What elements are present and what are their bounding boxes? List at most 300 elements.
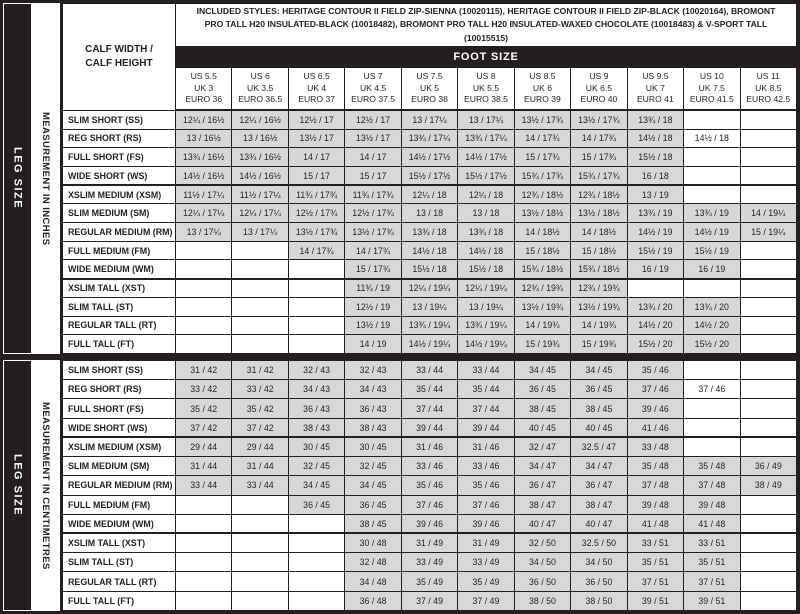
size-cell: 39 / 48 bbox=[627, 495, 683, 514]
size-cell: 39 / 44 bbox=[401, 418, 457, 437]
size-cell: 32 / 50 bbox=[514, 533, 570, 552]
size-cell: 14 / 19¼ bbox=[740, 204, 796, 223]
size-cell: 13 / 16½ bbox=[176, 129, 232, 148]
size-cell bbox=[684, 185, 740, 204]
size-cell: 34 / 43 bbox=[345, 380, 401, 399]
size-cell bbox=[740, 241, 796, 260]
size-cell: 33 / 44 bbox=[458, 361, 514, 380]
size-table-row bbox=[63, 223, 797, 242]
size-cell: 13¾ / 17¼ bbox=[458, 129, 514, 148]
size-cell bbox=[288, 553, 344, 572]
size-cell: 14½ / 16½ bbox=[176, 167, 232, 186]
size-cell: 32 / 45 bbox=[345, 457, 401, 476]
size-cell: 13½ / 18½ bbox=[571, 204, 627, 223]
size-cell: 35 / 46 bbox=[401, 476, 457, 495]
size-cell: 15 / 19¾ bbox=[514, 335, 570, 354]
size-cell: 35 / 44 bbox=[401, 380, 457, 399]
size-cell: 12¼ / 17¼ bbox=[232, 204, 288, 223]
foot-size-column-header: US 7.5 UK 5 EURO 38 bbox=[401, 67, 457, 110]
row-label: SLIM MEDIUM (SM) bbox=[63, 204, 176, 223]
size-cell: 40 / 47 bbox=[514, 514, 570, 533]
size-cell: 37 / 46 bbox=[684, 380, 740, 399]
size-cell bbox=[740, 399, 796, 418]
size-cell: 12½ / 19 bbox=[345, 297, 401, 316]
size-cell bbox=[288, 316, 344, 335]
size-cell: 39 / 48 bbox=[684, 495, 740, 514]
size-cell: 32.5 / 50 bbox=[571, 533, 627, 552]
size-cell: 15 / 19¼ bbox=[740, 223, 796, 242]
size-cell: 15½ / 20 bbox=[627, 335, 683, 354]
size-cell: 39 / 46 bbox=[401, 514, 457, 533]
size-cell: 15 / 17¾ bbox=[514, 148, 570, 167]
size-cell: 32 / 43 bbox=[345, 361, 401, 380]
size-cell bbox=[684, 437, 740, 456]
row-label: WIDE SHORT (WS) bbox=[63, 418, 176, 437]
size-cell bbox=[232, 316, 288, 335]
size-cell: 14½ / 18 bbox=[401, 241, 457, 260]
size-cell: 13 / 17¼ bbox=[232, 223, 288, 242]
size-cell bbox=[232, 591, 288, 610]
row-label: REGULAR TALL (RT) bbox=[63, 316, 176, 335]
size-cell: 36 / 45 bbox=[571, 380, 627, 399]
size-cell: 13 / 16½ bbox=[232, 129, 288, 148]
size-cell: 40 / 45 bbox=[514, 418, 570, 437]
size-cell: 12¼ / 19¼ bbox=[458, 279, 514, 298]
size-cell: 37 / 51 bbox=[627, 572, 683, 591]
size-cell: 35 / 48 bbox=[627, 457, 683, 476]
size-cell bbox=[232, 297, 288, 316]
size-cell: 31 / 42 bbox=[232, 361, 288, 380]
leg-size-label: LEG SIZE bbox=[11, 454, 24, 517]
row-label: REG SHORT (RS) bbox=[63, 380, 176, 399]
size-cell bbox=[176, 297, 232, 316]
size-cell: 15 / 17¾ bbox=[571, 148, 627, 167]
size-cell: 33 / 44 bbox=[176, 476, 232, 495]
size-cell: 11½ / 17¼ bbox=[176, 185, 232, 204]
size-cell: 34 / 45 bbox=[571, 361, 627, 380]
size-cell bbox=[684, 399, 740, 418]
size-cell: 13½ / 19¾ bbox=[571, 297, 627, 316]
size-cell: 37 / 42 bbox=[232, 418, 288, 437]
size-cell: 33 / 42 bbox=[232, 380, 288, 399]
size-cell bbox=[288, 260, 344, 279]
size-cell: 15 / 18½ bbox=[514, 241, 570, 260]
size-cell bbox=[288, 533, 344, 552]
row-label: WIDE MEDIUM (WM) bbox=[63, 514, 176, 533]
size-cell: 14 / 17 bbox=[288, 148, 344, 167]
size-cell bbox=[740, 148, 796, 167]
size-cell: 12¾ / 19¾ bbox=[514, 279, 570, 298]
size-cell: 39 / 46 bbox=[627, 399, 683, 418]
size-cell: 35 / 46 bbox=[627, 361, 683, 380]
size-cell: 37 / 49 bbox=[458, 591, 514, 610]
size-cell: 32 / 47 bbox=[514, 437, 570, 456]
size-cell: 30 / 48 bbox=[345, 533, 401, 552]
size-cell: 14½ / 18 bbox=[627, 129, 683, 148]
size-cell: 12½ / 17 bbox=[345, 110, 401, 129]
row-label: REGULAR MEDIUM (RM) bbox=[63, 223, 176, 242]
size-cell: 15½ / 17½ bbox=[401, 167, 457, 186]
size-cell: 14 / 17¾ bbox=[571, 129, 627, 148]
size-cell: 14½ / 17½ bbox=[401, 148, 457, 167]
size-cell bbox=[740, 380, 796, 399]
size-cell: 14½ / 19 bbox=[627, 223, 683, 242]
size-cell: 31 / 49 bbox=[458, 533, 514, 552]
size-cell: 35 / 46 bbox=[458, 476, 514, 495]
size-cell: 12¾ / 19¾ bbox=[571, 279, 627, 298]
size-cell bbox=[740, 361, 796, 380]
size-table-row bbox=[63, 476, 797, 495]
size-cell: 14 / 17¾ bbox=[288, 241, 344, 260]
size-cell bbox=[176, 553, 232, 572]
size-cell: 33 / 44 bbox=[401, 361, 457, 380]
row-label: WIDE SHORT (WS) bbox=[63, 167, 176, 186]
size-cell: 13½ / 17¾ bbox=[345, 223, 401, 242]
size-table-row bbox=[63, 418, 797, 437]
size-cell: 11¾ / 19 bbox=[345, 279, 401, 298]
size-cell bbox=[684, 148, 740, 167]
size-cell: 35 / 51 bbox=[627, 553, 683, 572]
size-cell bbox=[288, 514, 344, 533]
leg-size-bar bbox=[4, 4, 31, 353]
size-cell: 14 / 19¾ bbox=[514, 316, 570, 335]
size-cell: 38 / 47 bbox=[571, 495, 627, 514]
inches-rows bbox=[63, 110, 797, 353]
size-cell: 34 / 43 bbox=[288, 380, 344, 399]
size-cell: 32 / 45 bbox=[288, 457, 344, 476]
centimetres-rows bbox=[63, 361, 797, 611]
size-cell: 13 / 19¼ bbox=[458, 297, 514, 316]
size-cell: 38 / 45 bbox=[345, 514, 401, 533]
size-cell: 15¾ / 18½ bbox=[514, 260, 570, 279]
size-cell: 13¾ / 19 bbox=[684, 204, 740, 223]
size-table-row bbox=[63, 380, 797, 399]
size-cell bbox=[740, 514, 796, 533]
size-cell bbox=[684, 418, 740, 437]
row-label: FULL MEDIUM (FM) bbox=[63, 495, 176, 514]
size-cell: 37 / 44 bbox=[401, 399, 457, 418]
size-cell: 37 / 44 bbox=[458, 399, 514, 418]
size-cell bbox=[176, 591, 232, 610]
row-label: FULL TALL (FT) bbox=[63, 591, 176, 610]
size-cell: 15¾ / 17¾ bbox=[514, 167, 570, 186]
size-cell: 33 / 48 bbox=[627, 437, 683, 456]
size-cell: 16 / 19 bbox=[684, 260, 740, 279]
size-cell: 38 / 50 bbox=[514, 591, 570, 610]
size-cell: 36 / 43 bbox=[345, 399, 401, 418]
size-cell: 36 / 45 bbox=[514, 380, 570, 399]
size-cell: 33 / 51 bbox=[684, 533, 740, 552]
size-cell bbox=[176, 335, 232, 354]
size-cell: 14 / 19¾ bbox=[571, 316, 627, 335]
size-cell: 15 / 18½ bbox=[571, 241, 627, 260]
size-cell: 34 / 50 bbox=[571, 553, 627, 572]
size-cell bbox=[176, 279, 232, 298]
row-label: FULL SHORT (FS) bbox=[63, 399, 176, 418]
size-cell bbox=[176, 260, 232, 279]
size-cell bbox=[684, 167, 740, 186]
size-cell: 14½ / 20 bbox=[684, 316, 740, 335]
size-cell: 15½ / 18 bbox=[627, 148, 683, 167]
size-cell: 32 / 43 bbox=[288, 361, 344, 380]
size-cell: 14 / 17¾ bbox=[345, 241, 401, 260]
size-cell: 33 / 49 bbox=[401, 553, 457, 572]
size-table-row bbox=[63, 572, 797, 591]
row-label: WIDE MEDIUM (WM) bbox=[63, 260, 176, 279]
size-cell: 13½ / 17 bbox=[288, 129, 344, 148]
size-cell: 39 / 44 bbox=[458, 418, 514, 437]
size-cell: 29 / 44 bbox=[232, 437, 288, 456]
size-cell: 34 / 45 bbox=[345, 476, 401, 495]
size-cell bbox=[740, 110, 796, 129]
size-cell bbox=[740, 335, 796, 354]
size-cell: 13 / 18 bbox=[458, 204, 514, 223]
inches-table-area bbox=[62, 3, 797, 354]
included-styles-header: INCLUDED STYLES: HERITAGE CONTOUR II FIELD ZIP-SIENNA (10020115), HERITAGE CONTOUR II FIELD ZIP-BLACK (10020164), BROMONT PRO TALL H20 INSULATED-BLACK (10018482), BROMONT PRO TALL H20 INSULATED-WAXED CHOCOLATE (10018483) & V-SPORT TALL (10015515) bbox=[176, 4, 797, 47]
size-cell: 14 / 18½ bbox=[514, 223, 570, 242]
size-cell: 38 / 43 bbox=[345, 418, 401, 437]
size-cell: 14 / 17 bbox=[345, 148, 401, 167]
size-cell: 35 / 51 bbox=[684, 553, 740, 572]
size-cell: 12¼ / 16½ bbox=[176, 110, 232, 129]
size-cell: 13½ / 19 bbox=[345, 316, 401, 335]
size-cell bbox=[684, 361, 740, 380]
size-cell: 34 / 45 bbox=[288, 476, 344, 495]
foot-size-column-header: US 9.5 UK 7 EURO 41 bbox=[627, 67, 683, 110]
size-table-row bbox=[63, 437, 797, 456]
size-table-row bbox=[63, 361, 797, 380]
measurement-in-centimetres-label: MEASUREMENT IN CENTIMETRES bbox=[40, 401, 51, 570]
size-cell: 34 / 45 bbox=[514, 361, 570, 380]
size-cell: 36 / 47 bbox=[514, 476, 570, 495]
size-cell bbox=[740, 591, 796, 610]
size-cell: 12¾ / 18½ bbox=[571, 185, 627, 204]
calf-width-height-header: CALF WIDTH / CALF HEIGHT bbox=[63, 4, 176, 111]
size-cell: 40 / 45 bbox=[571, 418, 627, 437]
size-table-row bbox=[63, 148, 797, 167]
size-cell: 34 / 50 bbox=[514, 553, 570, 572]
size-cell: 13½ / 17¾ bbox=[514, 110, 570, 129]
size-cell bbox=[288, 335, 344, 354]
size-cell: 14½ / 18 bbox=[684, 129, 740, 148]
size-cell bbox=[232, 241, 288, 260]
size-cell: 13½ / 17 bbox=[345, 129, 401, 148]
size-cell: 14 / 17¾ bbox=[514, 129, 570, 148]
row-label: FULL TALL (FT) bbox=[63, 335, 176, 354]
size-cell: 11¾ / 17¾ bbox=[288, 185, 344, 204]
row-label: XSLIM MEDIUM (XSM) bbox=[63, 185, 176, 204]
size-cell: 13¾ / 18 bbox=[458, 223, 514, 242]
foot-size-column-header: US 9 UK 6.5 EURO 40 bbox=[571, 67, 627, 110]
size-cell bbox=[232, 514, 288, 533]
size-cell: 36 / 45 bbox=[345, 495, 401, 514]
foot-size-column-header: US 10 UK 7.5 EURO 41.5 bbox=[684, 67, 740, 110]
size-cell: 39 / 51 bbox=[627, 591, 683, 610]
size-table-row bbox=[63, 399, 797, 418]
size-cell: 16 / 19 bbox=[627, 260, 683, 279]
size-cell bbox=[627, 279, 683, 298]
size-cell bbox=[176, 241, 232, 260]
size-cell: 15½ / 19 bbox=[684, 241, 740, 260]
size-cell: 14½ / 19¼ bbox=[458, 335, 514, 354]
size-cell bbox=[740, 316, 796, 335]
row-label: REGULAR MEDIUM (RM) bbox=[63, 476, 176, 495]
size-cell: 13 / 18 bbox=[401, 204, 457, 223]
size-cell bbox=[288, 279, 344, 298]
size-cell: 15½ / 17½ bbox=[458, 167, 514, 186]
size-cell bbox=[176, 495, 232, 514]
size-cell: 35 / 42 bbox=[232, 399, 288, 418]
size-table-row bbox=[63, 279, 797, 298]
size-cell: 37 / 46 bbox=[458, 495, 514, 514]
row-label: FULL MEDIUM (FM) bbox=[63, 241, 176, 260]
size-cell bbox=[740, 437, 796, 456]
size-cell: 13¾ / 19¼ bbox=[401, 316, 457, 335]
size-table-row bbox=[63, 495, 797, 514]
measurement-in-inches-label: MEASUREMENT IN INCHES bbox=[40, 111, 51, 246]
size-cell: 34 / 47 bbox=[514, 457, 570, 476]
size-cell: 32.5 / 47 bbox=[571, 437, 627, 456]
size-cell: 15½ / 18 bbox=[401, 260, 457, 279]
foot-size-column-header: US 7 UK 4.5 EURO 37.5 bbox=[345, 67, 401, 110]
size-cell: 14 / 19 bbox=[345, 335, 401, 354]
leg-size-bar bbox=[4, 361, 31, 610]
size-cell: 36 / 50 bbox=[571, 572, 627, 591]
row-label: SLIM MEDIUM (SM) bbox=[63, 457, 176, 476]
size-cell: 13¾ / 18 bbox=[627, 110, 683, 129]
size-cell bbox=[232, 279, 288, 298]
size-cell bbox=[684, 110, 740, 129]
size-cell: 13¾ / 19¼ bbox=[458, 316, 514, 335]
row-label: XSLIM TALL (XST) bbox=[63, 279, 176, 298]
size-cell: 38 / 49 bbox=[740, 476, 796, 495]
row-label: SLIM TALL (ST) bbox=[63, 297, 176, 316]
size-cell: 13 / 17¼ bbox=[401, 110, 457, 129]
size-cell: 12¼ / 17¼ bbox=[176, 204, 232, 223]
size-cell: 35 / 42 bbox=[176, 399, 232, 418]
size-cell: 15½ / 18 bbox=[458, 260, 514, 279]
size-cell: 33 / 49 bbox=[458, 553, 514, 572]
size-cell: 36 / 49 bbox=[740, 457, 796, 476]
size-cell bbox=[740, 185, 796, 204]
size-cell bbox=[232, 533, 288, 552]
size-table-row bbox=[63, 533, 797, 552]
size-cell: 13½ / 18½ bbox=[514, 204, 570, 223]
size-cell: 12¼ / 19¼ bbox=[401, 279, 457, 298]
size-cell: 14½ / 16½ bbox=[232, 167, 288, 186]
size-table-row bbox=[63, 591, 797, 610]
size-cell: 12½ / 17 bbox=[288, 110, 344, 129]
size-cell: 33 / 46 bbox=[458, 457, 514, 476]
size-cell: 13¾ / 18 bbox=[401, 223, 457, 242]
measurement-unit-column bbox=[31, 360, 62, 611]
size-cell: 14½ / 20 bbox=[627, 316, 683, 335]
size-cell bbox=[740, 572, 796, 591]
size-cell: 41 / 46 bbox=[627, 418, 683, 437]
size-cell bbox=[288, 572, 344, 591]
leg-size-label: LEG SIZE bbox=[11, 147, 24, 210]
size-cell: 36 / 47 bbox=[571, 476, 627, 495]
size-cell: 13¾ / 16½ bbox=[176, 148, 232, 167]
size-cell: 12¼ / 18 bbox=[401, 185, 457, 204]
size-cell: 37 / 51 bbox=[684, 572, 740, 591]
size-cell bbox=[232, 260, 288, 279]
size-cell: 36 / 45 bbox=[288, 495, 344, 514]
size-cell: 38 / 47 bbox=[514, 495, 570, 514]
row-label: REGULAR TALL (RT) bbox=[63, 572, 176, 591]
size-cell: 13¾ / 19 bbox=[627, 204, 683, 223]
size-cell: 37 / 48 bbox=[627, 476, 683, 495]
row-label: XSLIM MEDIUM (XSM) bbox=[63, 437, 176, 456]
measurement-unit-column bbox=[31, 3, 62, 354]
size-cell: 37 / 42 bbox=[176, 418, 232, 437]
size-cell bbox=[232, 335, 288, 354]
size-cell: 16 / 18 bbox=[627, 167, 683, 186]
size-cell: 36 / 43 bbox=[288, 399, 344, 418]
size-cell: 35 / 49 bbox=[458, 572, 514, 591]
size-cell: 35 / 44 bbox=[458, 380, 514, 399]
size-cell: 31 / 44 bbox=[232, 457, 288, 476]
size-cell: 36 / 50 bbox=[514, 572, 570, 591]
size-table-row bbox=[63, 316, 797, 335]
foot-size-column-header: US 11 UK 8.5 EURO 42.5 bbox=[740, 67, 796, 110]
size-table-row bbox=[63, 297, 797, 316]
size-cell: 30 / 45 bbox=[288, 437, 344, 456]
size-cell bbox=[740, 129, 796, 148]
size-cell: 31 / 42 bbox=[176, 361, 232, 380]
size-cell: 12¼ / 16½ bbox=[232, 110, 288, 129]
size-cell bbox=[740, 553, 796, 572]
size-table-row bbox=[63, 185, 797, 204]
size-cell: 40 / 47 bbox=[571, 514, 627, 533]
size-cell: 33 / 44 bbox=[232, 476, 288, 495]
size-cell: 33 / 42 bbox=[176, 380, 232, 399]
size-cell: 35 / 49 bbox=[401, 572, 457, 591]
centimetres-table-area bbox=[62, 360, 797, 611]
size-cell: 13¾ / 16½ bbox=[232, 148, 288, 167]
size-table-row bbox=[63, 110, 797, 129]
size-cell: 37 / 48 bbox=[684, 476, 740, 495]
size-cell: 37 / 46 bbox=[401, 495, 457, 514]
size-cell bbox=[740, 418, 796, 437]
size-cell: 14½ / 18 bbox=[458, 241, 514, 260]
size-cell bbox=[176, 533, 232, 552]
size-cell: 38 / 50 bbox=[571, 591, 627, 610]
size-cell: 15 / 17 bbox=[288, 167, 344, 186]
size-cell bbox=[740, 279, 796, 298]
size-cell: 32 / 48 bbox=[345, 553, 401, 572]
size-cell: 13 / 19¼ bbox=[401, 297, 457, 316]
size-cell: 14½ / 19 bbox=[684, 223, 740, 242]
size-cell: 35 / 48 bbox=[684, 457, 740, 476]
size-cell: 34 / 48 bbox=[345, 572, 401, 591]
size-table-row bbox=[63, 457, 797, 476]
foot-size-column-header: US 6.5 UK 4 EURO 37 bbox=[288, 67, 344, 110]
size-cell: 12¾ / 18½ bbox=[514, 185, 570, 204]
size-cell: 14½ / 17½ bbox=[458, 148, 514, 167]
size-cell: 37 / 46 bbox=[627, 380, 683, 399]
foot-size-column-header: US 8 UK 5.5 EURO 38.5 bbox=[458, 67, 514, 110]
size-cell: 41 / 48 bbox=[684, 514, 740, 533]
size-table-row bbox=[63, 335, 797, 354]
size-cell: 31 / 46 bbox=[458, 437, 514, 456]
size-table-row bbox=[63, 260, 797, 279]
size-cell: 29 / 44 bbox=[176, 437, 232, 456]
size-table-row bbox=[63, 241, 797, 260]
size-cell: 15 / 17 bbox=[345, 167, 401, 186]
size-cell: 31 / 49 bbox=[401, 533, 457, 552]
size-cell bbox=[740, 297, 796, 316]
